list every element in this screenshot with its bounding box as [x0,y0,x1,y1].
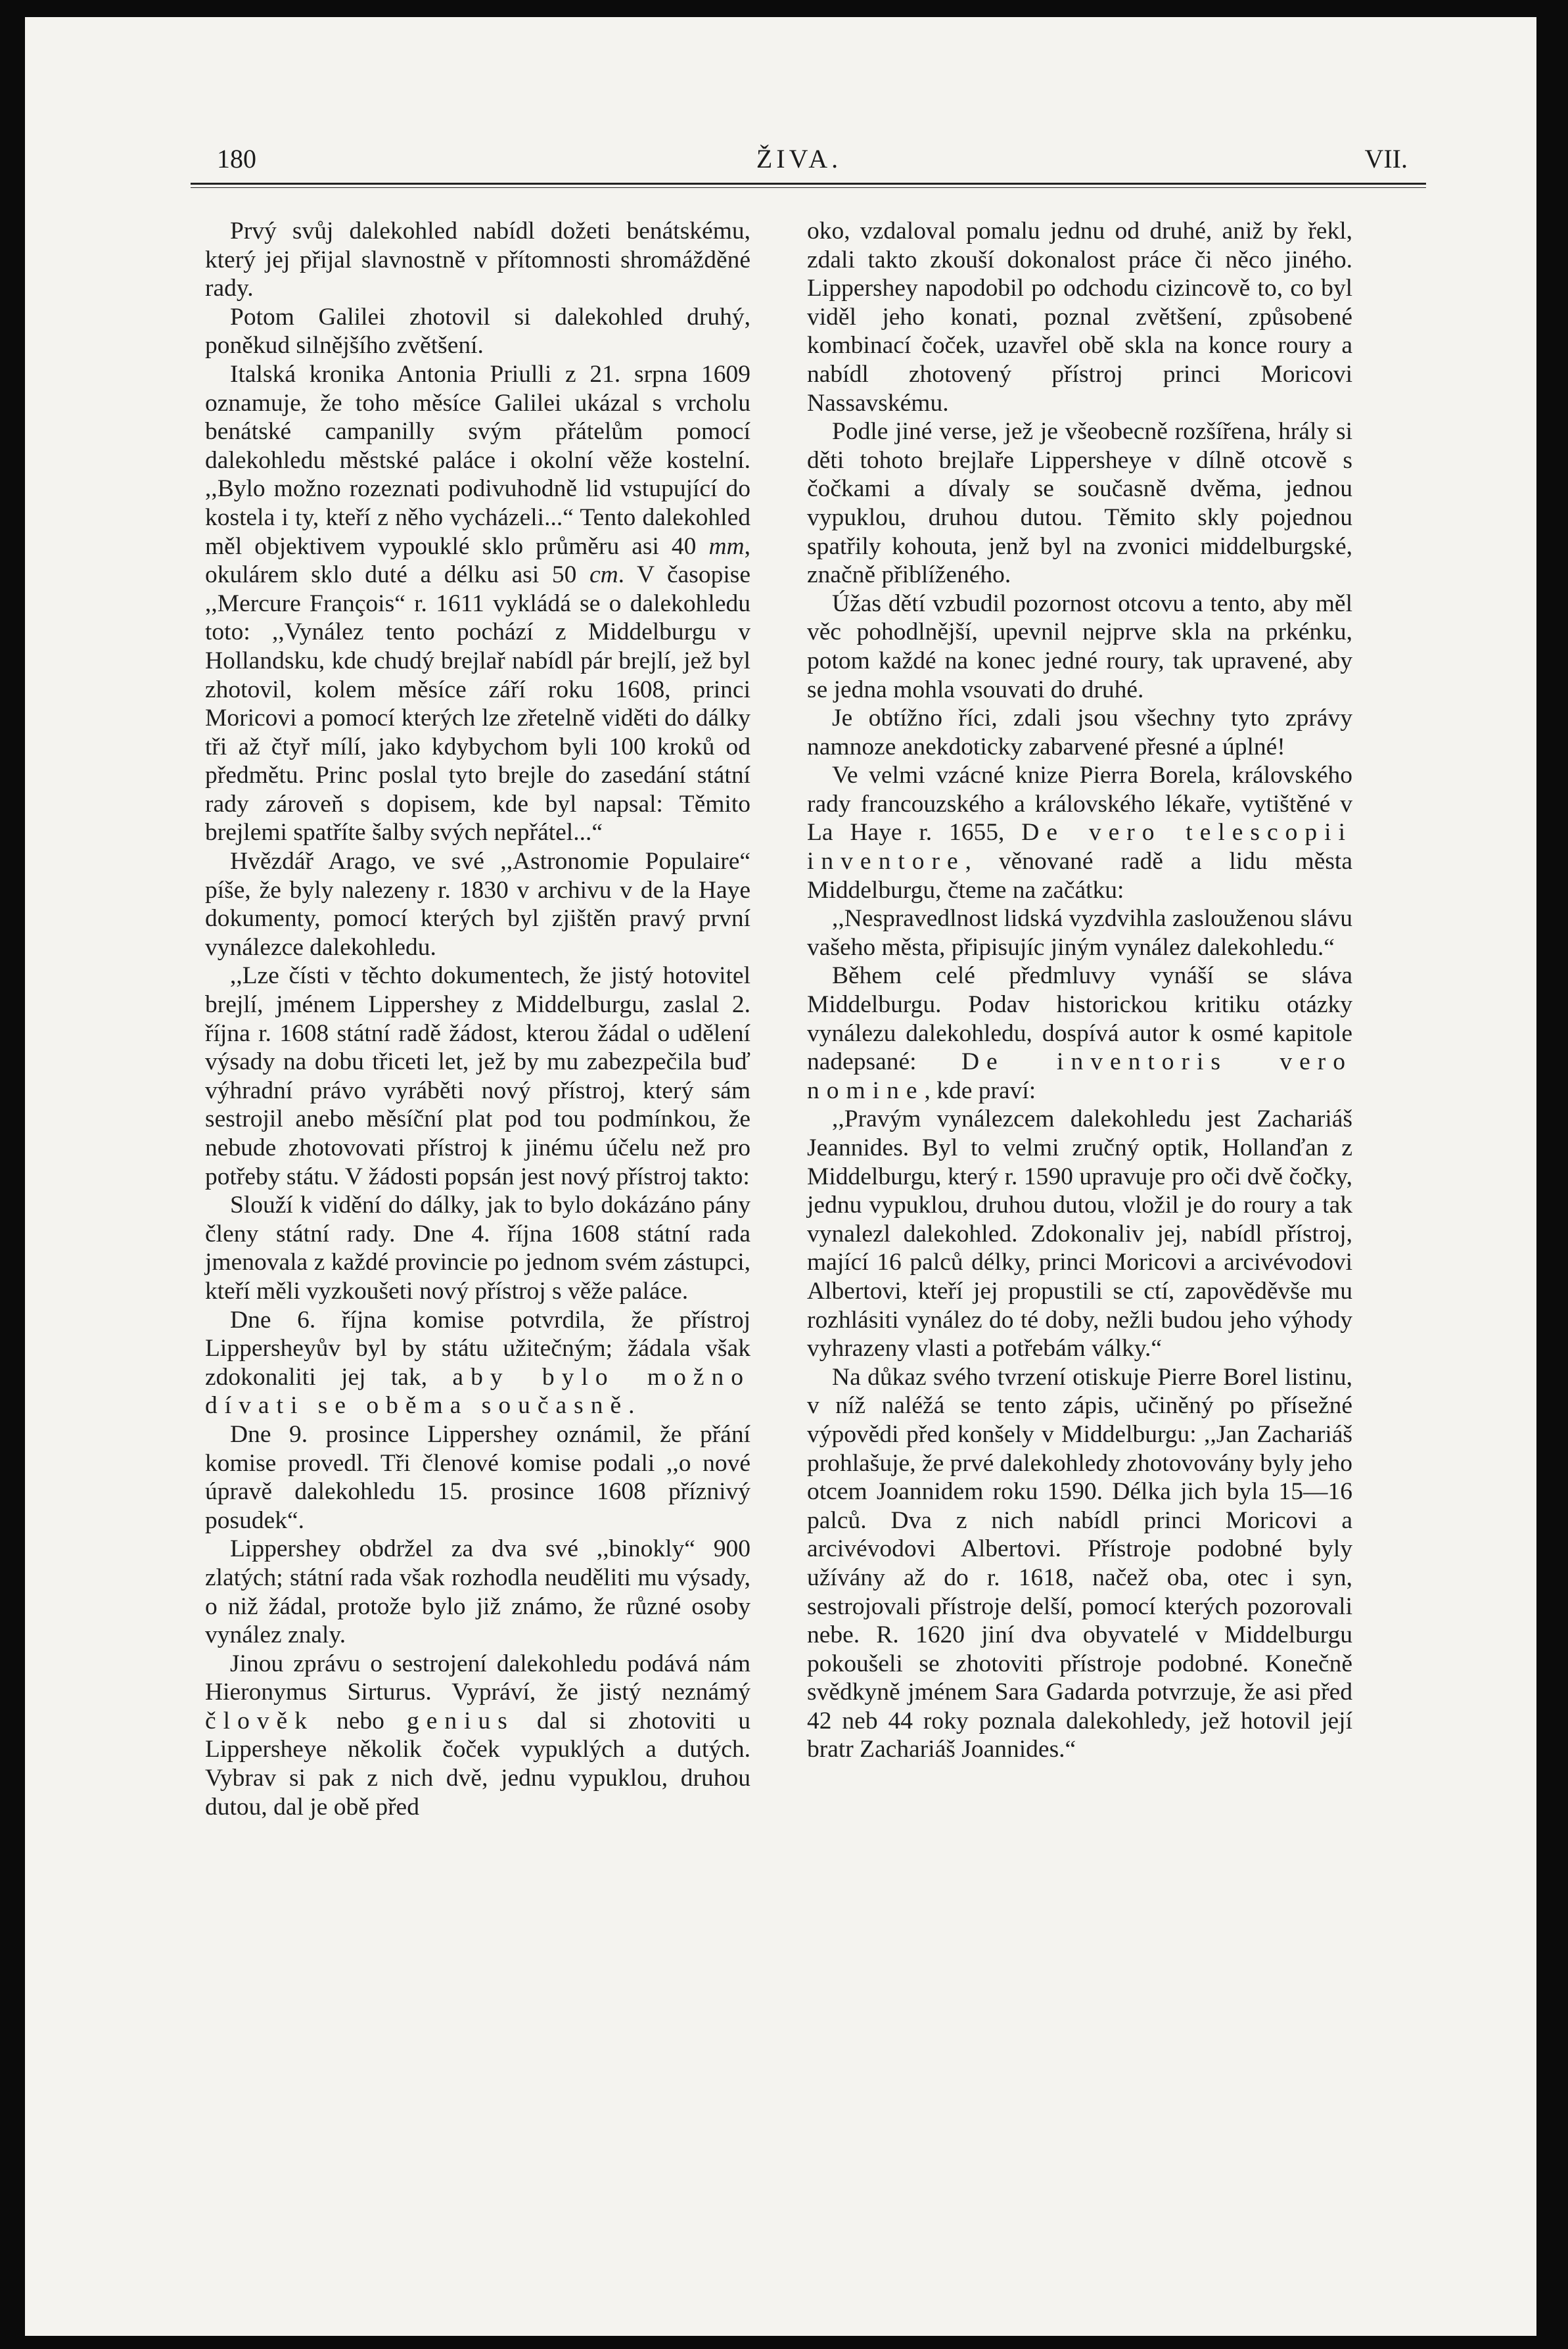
header-rule [191,183,1426,188]
spaced-title: De inventoris vero nomine [807,1048,1353,1104]
paragraph: Během celé předmluvy vynáší se sláva Middelburgu. Podav historickou kritiku otázky vynálezu dalekohledu, dospívá autor k osmé kapitole nadepsané: De inventoris vero nomine, kde praví: [807,962,1353,1104]
paragraph-continued: oko, vzdaloval pomalu jednu od druhé, aniž by řekl, zdali takto zkouší dokonalost práce či něco jiného. Lippershey napodobil po odchodu cizincově to, co byl viděl jeho konati, poznal zvětšení, způsobené kombinací čoček, uzavřel obě skla na konce roury a nabídl zhotovený přístroj princi Moricovi Nassavskému. [807,218,1352,417]
paragraph: ,,Nespravedlnost lidská vyzdvihla zaslouženou slávu vašeho města, připisujíc jiným vynález dalekohledu.“ [807,905,1352,961]
spaced-title: De vero telescopii inventore [807,819,1353,875]
unit-cm: cm [589,561,618,589]
journal-title: ŽIVA. [756,144,842,174]
paragraph: Dne 9. prosince Lippershey oznámil, že přání komise provedl. Tři členové komise podali ,,o nové úpravě dalekohledu 15. prosince 1608 příznivý posudek“. [205,1420,750,1534]
right-column [807,217,1352,1764]
paragraph: Je obtížno říci, zdali jsou všechny tyto zprávy namnoze anekdoticky zabarvené přesné a úplné! [807,705,1352,760]
paragraph: Potom Galilei zhotovil si dalekohled druhý, poněkud silnějšího zvětšení. [205,303,750,360]
spaced-emphasis: genius [406,1707,515,1734]
paragraph: Jinou zprávu o sestrojení dalekohledu podává nám Hieronymus Sirturus. Vypráví, že jistý neznámý člověk nebo genius dal si zhotoviti u Lippersheye několik čoček vypuklých a dutých. Vybrav si pak z nich dvě, jednu vypuklou, druhou dutou, dal je obě před [205,1650,750,1821]
paragraph: Podle jiné verse, jež je všeobecně rozšířena, hrály si děti tohoto brejlaře Lippersheye v dílně otcově s čočkami a dívaly se současně dvěma, jednou vypuklou, druhou dutou. Těmito skly pojednou spatřily kohouta, jenž byl na zvonici middelburgské, značně přiblíženého. [807,418,1352,589]
paragraph: ,,Pravým vynálezcem dalekohledu jest Zachariáš Jeannides. Byl to velmi zručný optik, Hollanďan z Middelburgu, který r. 1590 upravuje pro oči dvě čočky, jednu vypuklou, druhou dutou, vložil je do roury a tak vynalezl dalekohled. Zdokonaliv jej, nabídl přístroj, mající 16 palců délky, princi Moricovi a arcivévodovi Albertovi, kteří jej propustili se ctí, zapověděvše mu rozhlásiti vynález do té doby, nežli budou jeho výhody vyhrazeny vlasti a potřebám války.“ [807,1105,1352,1362]
paragraph: ,,Lze čísti v těchto dokumentech, že jistý hotovitel brejlí, jménem Lippershey z Middelburgu, zaslal 2. října r. 1608 státní radě žádost, kterou žádal o udělení výsady na dobu třiceti let, jež by mu zabezpečila buď výhradní právo vyráběti nový přístroj, který sám sestrojil anebo měsíční plat pod tou podmínkou, že nebude zhotovovati přístroj k jinému účelu než pro potřeby státu. V žádosti popsán jest nový přístroj takto: [205,962,750,1190]
paragraph: Ve velmi vzácné knize Pierra Borela, královského rady francouzského a královského lékaře, vytištěné v La Haye r. 1655, De vero telescopii inventore, věnované radě a lidu města Middelburgu, čteme na začátku: [807,762,1353,904]
paragraph: Dne 6. října komise potvrdila, že přístroj Lippersheyův byl by státu užitečným; žádala však zdokonaliti jej tak, aby bylo možno dívati se oběma současně. [205,1306,750,1420]
page-number: 180 [217,144,256,174]
paragraph: Italská kronika Antonia Priulli z 21. srpna 1609 oznamuje, že toho měsíce Galilei ukázal s vrcholu benátské campanilly svým přátelům pomocí dalekohledu městské paláce i okolní věže kostelní. ,,Bylo možno rozeznati podivuhodně lid vstupující do kostela i ty, kteří z něho vycházeli...“ Tento dalekohled měl objektivem vypouklé sklo průměru asi 40 mm, okulárem sklo duté a délku asi 50 cm. V časopise ,,Mercure François“ r. 1611 vykládá se o dalekohledu toto: ,,Vynález tento pochází z Middelburgu v Hollandsku, kde chudý brejlař nabídl pár brejlí, jež byl zhotovil, kolem měsíce září roku 1608, princi Moricovi a pomocí kterých lze zřetelně viděti do dálky tři až čtyř mílí, jako kdybychom byli 100 kroků od předmětu. Princ poslal tyto brejle do zasedání státní rady zároveň s dopisem, kde byl napsal: Těmito brejlemi spatříte šalby svých nepřátel...“ [205,360,750,847]
paragraph: Slouží k vidění do dálky, jak to bylo dokázáno pány členy státní rady. Dne 4. října 1608 státní rada jmenovala z každé provincie po jednom svém zástupci, kteří měli vyzkoušeti nový přístroj s věže paláce. [205,1192,750,1305]
spaced-emphasis: člověk [205,1707,314,1734]
spaced-emphasis: aby bylo možno dívati se oběma současně [205,1363,750,1420]
paragraph: Na důkaz svého tvrzení otiskuje Pierre Borel listinu, v níž naléžá se tento zápis, učiněný po přísežné výpovědi před konšely v Middelburgu: ,,Jan Zachariáš prohlašuje, že prvé dalekohledy zhotovovány byly jeho otcem Joannidem roku 1590. Délka jich byla 15—16 palců. Dva z nich nabídl princi Moricovi a arcivévodovi Albertovi. Přístroje podobné byly užívány až do r. 1618, načež oba, otec i syn, sestrojovali přístroje delší, pomocí kterých pozorovali nebe. R. 1620 jiní dva obyvatelé v Middelburgu pokoušeli se zhotoviti přístroje podobné. Konečně svědkyně jménem Sara Gadarda potvrzuje, že asi před 42 neb 44 roky poznala dalekohledy, jež hotovil její bratr Zachariáš Joannides.“ [807,1363,1352,1763]
unit-mm: mm [708,532,745,560]
volume-number: VII. [1364,144,1408,174]
paragraph: Lippershey obdržel za dva své ,,binokly“ 900 zlatých; státní rada však rozhodla neuděliti mu výsady, o niž žádal, protože bylo již známo, že různé osoby vynález znaly. [205,1535,750,1649]
left-column [205,217,750,1821]
paragraph: Prvý svůj dalekohled nabídl dožeti benátskému, který jej přijal slavnostně v přítomnosti shromážděné rady. [205,218,750,302]
paragraph: Úžas dětí vzbudil pozornost otcovu a tento, aby měl věc pohodlnější, upevnil nejprve skla na prkénku, potom každé na konec jedné roury, tak upravené, aby se jedna mohla vsouvati do druhé. [807,590,1352,703]
paragraph: Hvězdář Arago, ve své ,,Astronomie Populaire“ píše, že byly nalezeny r. 1830 v archivu v de la Haye dokumenty, pomocí kterých byl zjištěn pravý první vynálezce dalekohledu. [205,848,750,961]
